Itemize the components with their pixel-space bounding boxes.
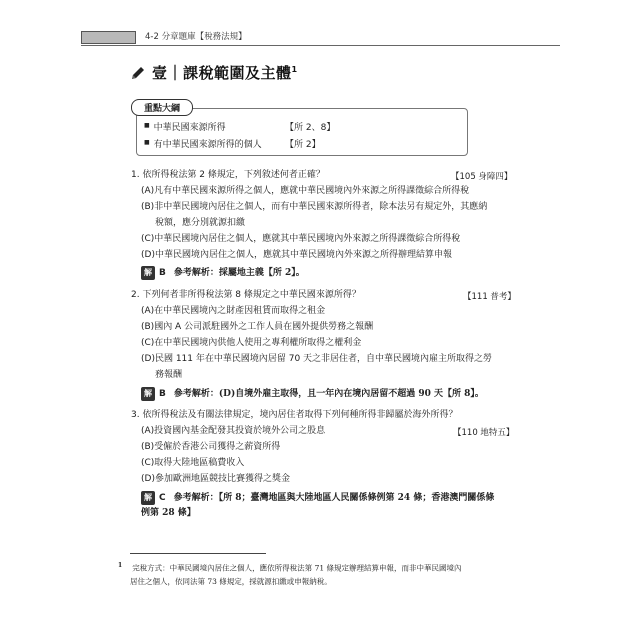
question-source: 【105 身障四】: [451, 172, 513, 182]
header-rule: [81, 45, 560, 46]
analysis-text-cont: 例第 28 條】: [141, 508, 196, 518]
question-source: 【111 普考】: [463, 292, 516, 302]
analysis-text: 【所 8；臺灣地區與大陸地區人民關係條例第 24 條；香港澳門關係條: [218, 493, 495, 503]
option-b: (B)非中華民國境內居住之個人，而有中華民國來源所得者，除本法另有規定外，其應納: [141, 202, 488, 212]
header-tab-marker: [81, 31, 136, 44]
option-d: (D)參加歐洲地區競技比賽獲得之獎金: [141, 474, 290, 484]
key-point-item: ■ 有中華民國來源所得的個人: [144, 139, 262, 150]
analysis-label: 參考解析：: [173, 268, 219, 278]
option-b: (B)受僱於香港公司獲得之薪資所得: [141, 442, 281, 452]
option-b: (B)國內 A 公司派駐國外之工作人員在國外提供勞務之報酬: [141, 322, 374, 332]
answer-row: [141, 387, 484, 401]
section-title: 壹｜課稅範圍及主體$^1$: [152, 64, 298, 82]
option-c: (C)取得大陸地區稿費收入: [141, 458, 245, 468]
answer-key: B: [159, 389, 166, 399]
option-a: (A)凡有中華民國來源所得之個人，應就中華民國境內外來源之所得課徵綜合所得稅: [141, 186, 470, 196]
footnote-cont: 居住之個人，依同法第 73 條規定，採就源扣繳或申報納稅。: [130, 577, 332, 586]
question-stem: 3. 依所得稅法及有關法律規定，境內居住者取得下列何種所得非歸屬於海外所得？: [131, 410, 458, 420]
analysis-text: 採屬地主義【所 2】。: [218, 268, 305, 278]
key-point-item: ■ 中華民國來源所得: [144, 122, 226, 133]
key-points-label: 重點大綱: [131, 99, 193, 116]
question-source: 【110 地特五】: [453, 428, 515, 438]
answer-badge: 解: [141, 491, 155, 505]
option-c: (C)在中華民國境內供他人使用之專利權所取得之權利金: [141, 338, 362, 348]
square-bullet-icon: ■: [144, 139, 150, 146]
section-title-row: [130, 62, 298, 83]
answer-key: B: [159, 268, 166, 278]
key-point-ref: 【所 2】: [285, 140, 321, 150]
answer-key: C: [159, 493, 166, 503]
analysis-text: (D)自境外雇主取得，且一年內在境內居留不超過 90 天【所 8】。: [218, 389, 484, 399]
square-bullet-icon: ■: [144, 122, 150, 129]
option-d-cont: 務報酬: [155, 370, 183, 380]
option-c: (C)中華民國境內居住之個人，應就其中華民國境內外來源之所得課徵綜合所得稅: [141, 234, 461, 244]
key-point-ref: 【所 2、8】: [285, 123, 336, 133]
option-a: (A)在中華民國境內之財產因租賃而取得之租金: [141, 306, 326, 316]
pencil-icon: [130, 65, 146, 81]
option-d: (D)中華民國境內居住之個人，應就其中華民國境內外來源之所得辦理結算申報: [141, 250, 452, 260]
answer-badge: 解: [141, 387, 155, 401]
option-b-cont: 稅額，應分別就源扣繳: [155, 218, 246, 228]
question-stem: 2. 下列何者非所得稅法第 8 條規定之中華民國來源所得？: [131, 290, 361, 300]
option-a: (A)投資國內基金配發其投資於境外公司之股息: [141, 426, 326, 436]
analysis-label: 參考解析：: [173, 389, 219, 399]
option-d: (D)民國 111 年在中華民國境內居留 70 天之非居住者，自中華民國境內雇主所取得之勞: [141, 354, 493, 364]
footnote: $^1$ 完稅方式：中華民國境內居住之個人，應依所得稅法第 71 條規定辦理結算申報，而非中華民國境內: [118, 562, 462, 573]
footnote-marker: 1: [118, 562, 123, 569]
question-stem: 1. 依所得稅法第 2 條規定，下列敘述何者正確？: [131, 170, 325, 180]
running-header: 4-2 分章題庫【稅務法規】: [145, 32, 247, 42]
footnote-rule: [130, 553, 266, 554]
answer-row: [141, 491, 494, 505]
answer-badge: 解: [141, 266, 155, 280]
answer-row: [141, 266, 305, 280]
analysis-label: 參考解析：: [173, 493, 219, 503]
footnote-ref: 1: [291, 65, 298, 74]
